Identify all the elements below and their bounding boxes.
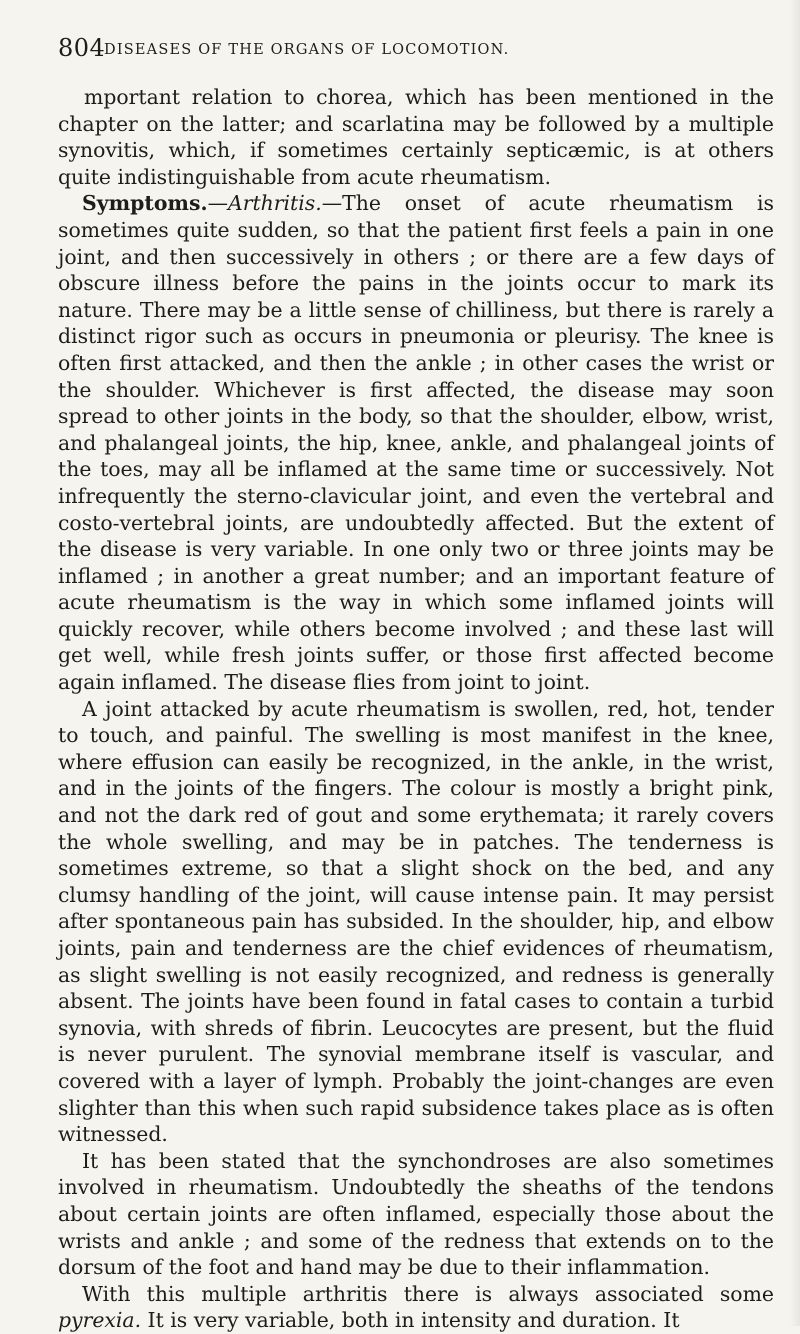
subheading-arthritis: Arthritis. <box>227 191 322 216</box>
paragraph-continued <box>58 84 774 190</box>
page-edge-shadow <box>790 0 800 1326</box>
paragraph-joint-description <box>58 696 774 1148</box>
paragraph-synchondroses <box>58 1148 774 1281</box>
heading-dash: — <box>207 191 228 216</box>
paragraph-text: It is very variable, both in intensity and duration. It <box>141 1308 680 1333</box>
running-title: DISEASES OF THE ORGANS OF LOCOMOTION. <box>104 42 510 58</box>
paragraph-text: With this multiple arthritis there is always associated some <box>82 1281 774 1306</box>
body-text <box>58 84 774 1334</box>
term-pyrexia: pyrexia. <box>58 1308 142 1333</box>
running-header <box>58 36 774 76</box>
paragraph-text: It has been stated that the synchondroses are also sometimes involved in rheumatism. Undoubtedly the sheaths of the tendons about certain joints are often inflamed, especially those about the wrists and ankle ; and some of the redness that extends on to the dorsum of the foot and hand may be due to their inflammation. <box>58 1148 774 1280</box>
paragraph-text: mportant relation to chorea, which has been mentioned in the chapter on the latter; and scarlatina may be followed by a multiple synovitis, which, if sometimes certainly septicæmic, is at others quite indistinguishable from acute rheumatism. <box>58 85 774 189</box>
paragraph-text: —The onset of acute rheumatism is sometimes quite sudden, so that the patient first feels a pain in one joint, and then successively in others ; or there are a few days of obscure illness before the pains in the joints occur to mark its nature. There may be a little sense of chilliness, but there is rarely a distinct rigor such as occurs in pneumonia or pleurisy. The knee is often first attacked, and then the ankle ; in other cases the wrist or the shoulder. Whichever is first affected, the disease may soon spread to other joints in the body, so that the shoulder, elbow, wrist, and phalangeal joints, the hip, knee, ankle, and phalangeal joints of the toes, may all be inflamed at the same time or successively. Not infrequently the sterno-clavicular joint, and even the vertebral and costo-vertebral joints, are undoubtedly affected. But the extent of the disease is very variable. In one only two or three joints may be inflamed ; in another a great number; and an important feature of acute rheumatism is the way in which some inflamed joints will quickly recover, while others become involved ; and these last will get well, while fresh joints suffer, or those first affected become again inflamed. The disease flies from joint to joint. <box>58 191 774 695</box>
page-number: 804 <box>58 34 106 62</box>
paragraph-text: A joint attacked by acute rheumatism is swollen, red, hot, tender to touch, and painful. The swelling is most manifest in the knee, where effusion can easily be recognized, in the ankle, in the wrist, and in the joints of the fingers. The colour is mostly a bright pink, and not the dark red of gout and some erythemata; it rarely covers the whole swelling, and may be in patches. The tenderness is sometimes extreme, so that a slight shock on the bed, and any clumsy handling of the joint, will cause intense pain. It may persist after spontaneous pain has subsided. In the shoulder, hip, and elbow joints, pain and tenderness are the chief evidences of rheumatism, as slight swelling is not easily recognized, and redness is generally absent. The joints have been found in fatal cases to contain a turbid synovia, with shreds of fibrin. Leucocytes are present, but the fluid is never purulent. The synovial membrane itself is vascular, and covered with a layer of lymph. Probably the joint-changes are even slighter than this when such rapid subsidence takes place as is often witnessed. <box>58 696 774 1147</box>
paragraph-symptoms <box>58 190 774 695</box>
section-heading-symptoms: Symptoms. <box>82 191 208 216</box>
